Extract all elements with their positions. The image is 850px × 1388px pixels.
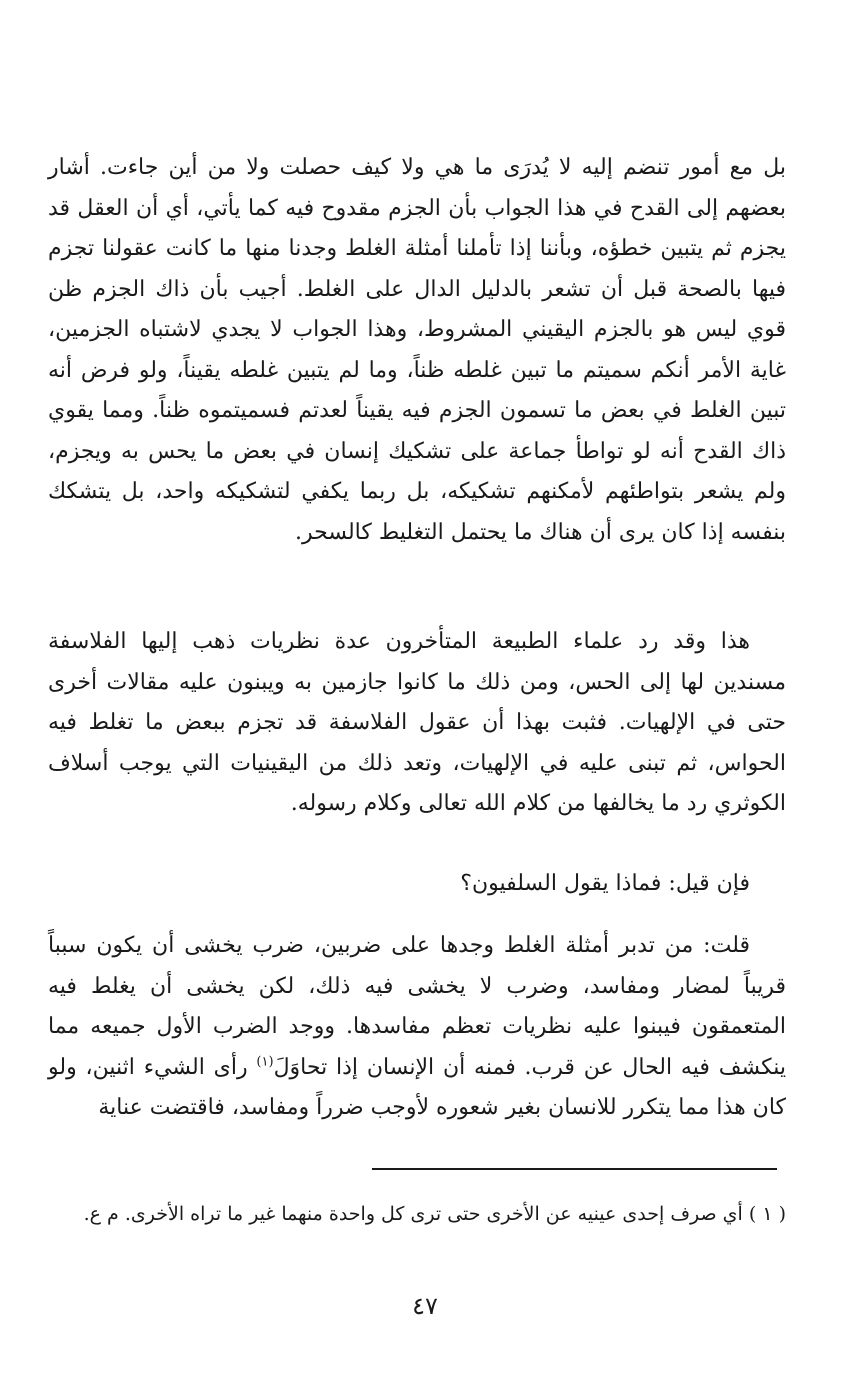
paragraph-3: فإن قيل: فماذا يقول السلفيون؟ (460, 871, 750, 896)
footnote-text: ( ١ ) أي صرف إحدى عينيه عن الأخرى حتى ترى كل واحدة منهما غير ما تراه الأخرى. م ع. (83, 1203, 786, 1225)
page-number: ٤٧ (412, 1292, 438, 1320)
paragraph-1: بل مع أمور تنضم إليه لا يُدرَى ما هي ولا كيف حصلت ولا من أين جاءت. أشار بعضهم إلى القدح في هذا الجواب بأن الجزم مقدوح فيه كما يأتي، أي أن العقل قد يجزم ثم يتبين خطؤه، وبأننا إذا تأملنا أمثلة الغلط وجدنا منها ما كانت عقولنا تجزم فيها بالصحة قبل أن تشعر بالدليل الدال على الغلط. أجيب بأن ذاك الجزم ظن قوي ليس هو بالجزم اليقيني المشروط، وهذا الجواب لا يجدي لاشتباه الجزمين، غاية الأمر أنكم سميتم ما تبين غلطه ظناً، وما لم يتبين غلطه يقيناً، ولو فرض أنه تبين الغلط في بعض ما تسمون الجزم فيه يقيناً لعدتم فسميتموه ظناً. ومما يقوي ذاك القدح أنه لو تواطأ جماعة على تشكيك إنسان في بعض ما يحس به ويجزم، ولم يشعر بتواطئهم لأمكنهم تشكيكه، بل ربما يكفي لتشكيكه واحد، بل يتشكك بنفسه إذا كان يرى أن هناك ما يحتمل التغليط كالسحر. (48, 155, 786, 545)
paragraph-4 (48, 926, 786, 1129)
footnote-reference: (١) (256, 1054, 274, 1070)
paragraph-2: هذا وقد رد علماء الطبيعة المتأخرون عدة نظريات ذهب إليها الفلاسفة مسندين لها إلى الحس، ومن ذلك ما كانوا جازمين به ويبنون عليه مقالات أخرى حتى في الإلهيات. فثبت بهذا أن عقول الفلاسفة قد تجزم ببعض ما تغلط فيه الحواس، ثم تبنى عليه في الإلهيات، وتعد ذلك من اليقينيات التي يوجب أسلاف الكوثري رد ما يخالفها من كلام الله تعالى وكلام رسوله. (48, 629, 786, 816)
paragraph-4-text-end: رأى الشيء اثنين، ولو كان هذا مما يتكرر للانسان بغير شعوره لأوجب ضرراً ومفاسد، فاقتضت عناية (48, 1054, 786, 1120)
paragraph-4-text-start: قلت: من تدبر أمثلة الغلط وجدها على ضربين، ضرب يخشى أن يكون سبباً قريباً لمضار ومفاسد، وضرب لا يخشى فيه ذلك، لكن يخشى أن يغلط فيه المتعمقون فيبنوا عليه نظريات تعظم مفاسدها. ووجد الضرب الأول جميعه مما ينكشف فيه الحال عن قرب. فمنه أن الإنسان إذا تحاوَلَ (48, 933, 787, 1080)
footnote-separator (372, 1168, 777, 1170)
